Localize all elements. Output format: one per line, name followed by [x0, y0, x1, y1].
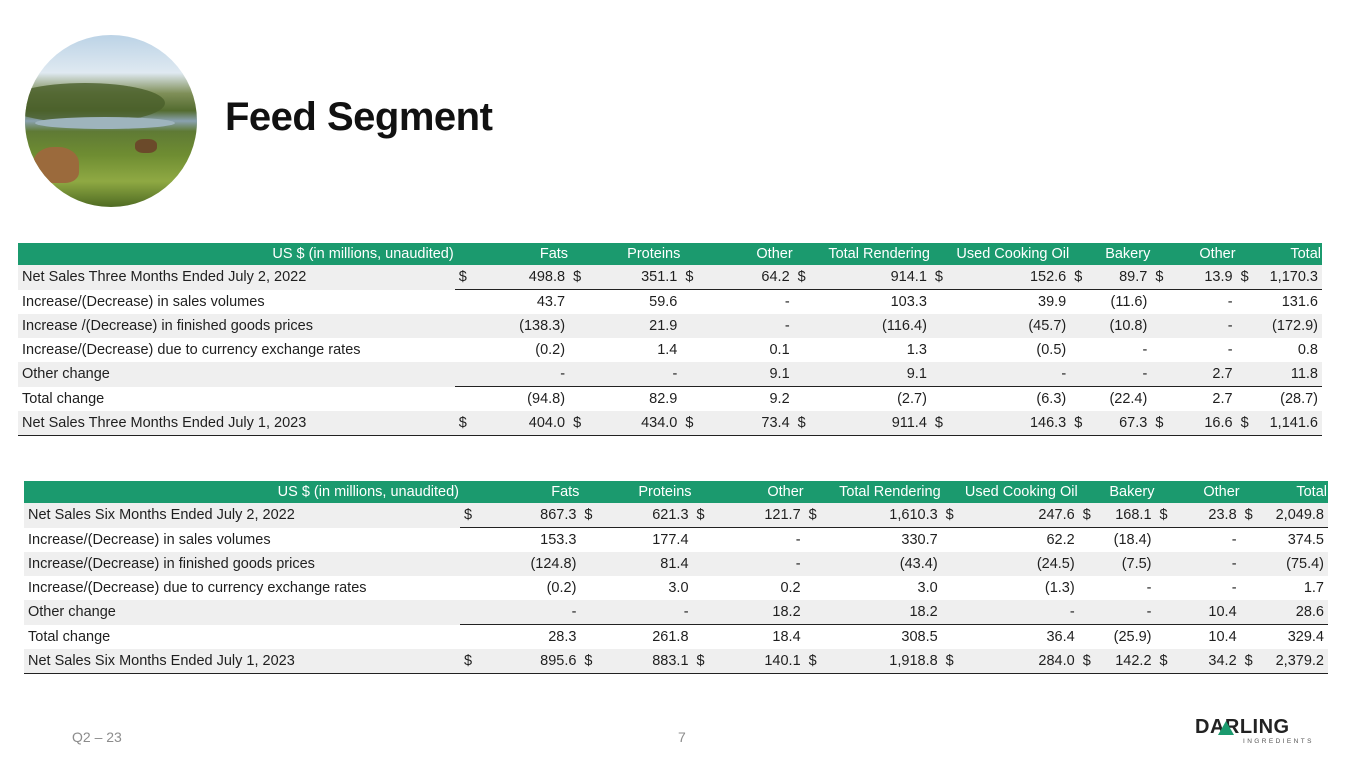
logo-word: DARLING — [1195, 716, 1290, 738]
cell-value: 3.0 — [917, 580, 938, 596]
currency-symbol: $ — [693, 503, 714, 528]
header-fats: Fats — [460, 481, 580, 503]
cell-value: 9.1 — [702, 362, 794, 387]
cell-value: 621.3 — [601, 503, 692, 528]
currency-symbol — [693, 625, 714, 650]
table-row — [18, 265, 1322, 290]
currency-symbol — [794, 290, 815, 315]
currency-symbol — [1237, 290, 1258, 315]
currency-symbol — [1156, 552, 1177, 576]
currency-symbol — [460, 600, 481, 625]
cell-value: 2,379.2 — [1261, 649, 1328, 674]
currency-symbol — [794, 387, 815, 412]
cell-value: 89.7 — [1091, 265, 1151, 290]
cell-value: (94.8) — [527, 391, 566, 407]
header-bakery: Bakery — [1070, 243, 1151, 265]
cell-value: 247.6 — [962, 503, 1078, 528]
currency-symbol: $ — [681, 265, 702, 290]
currency-symbol — [942, 576, 963, 600]
cell-value: 2,049.8 — [1261, 503, 1328, 528]
cell-value: (24.5) — [962, 552, 1078, 576]
cell-value: 23.8 — [1176, 503, 1240, 528]
cell-value: 64.2 — [702, 265, 794, 290]
currency-symbol: $ — [1156, 503, 1177, 528]
cell-value: 11.8 — [1257, 362, 1322, 387]
currency-symbol: $ — [460, 649, 481, 674]
header-label: US $ (in millions, unaudited) — [18, 243, 455, 265]
currency-symbol: $ — [460, 503, 481, 528]
header-total: Total — [1241, 481, 1328, 503]
currency-symbol — [805, 552, 826, 576]
cell-value: (124.8) — [481, 552, 581, 576]
cell-value: (6.3) — [1036, 391, 1067, 407]
table-row — [18, 362, 1322, 387]
cell-value: 9.1 — [814, 362, 930, 387]
cell-value: 404.0 — [475, 411, 569, 436]
currency-symbol — [931, 314, 952, 338]
header-total-rendering: Total Rendering — [794, 243, 931, 265]
cell-value: 67.3 — [1091, 411, 1151, 436]
cell-value: (18.4) — [1113, 532, 1152, 548]
cell-value: (2.7) — [897, 391, 927, 407]
currency-symbol — [794, 314, 815, 338]
currency-symbol — [931, 338, 952, 362]
cell-value: 152.6 — [952, 265, 1071, 290]
cell-value: 0.1 — [769, 342, 790, 358]
currency-symbol — [693, 552, 714, 576]
currency-symbol — [681, 387, 702, 412]
currency-symbol: $ — [1151, 411, 1172, 436]
currency-symbol: $ — [1237, 411, 1258, 436]
currency-symbol — [569, 387, 590, 412]
currency-symbol — [1241, 552, 1262, 576]
cell-value: 1,610.3 — [825, 503, 941, 528]
header-other: Other — [693, 481, 805, 503]
currency-symbol: $ — [569, 265, 590, 290]
cell-value: 374.5 — [1287, 532, 1324, 548]
table-header-row — [18, 243, 1322, 265]
cell-value: - — [784, 294, 790, 310]
currency-symbol: $ — [942, 503, 963, 528]
table-row — [24, 649, 1328, 674]
currency-symbol — [794, 362, 815, 387]
header-bakery: Bakery — [1079, 481, 1156, 503]
cell-value: 1,918.8 — [825, 649, 941, 674]
currency-symbol — [942, 528, 963, 553]
cell-value: - — [601, 600, 692, 625]
currency-symbol — [1151, 338, 1172, 362]
currency-symbol — [1070, 314, 1091, 338]
currency-symbol — [1237, 362, 1258, 387]
currency-symbol: $ — [1151, 265, 1172, 290]
table-row — [24, 528, 1328, 553]
currency-symbol — [681, 338, 702, 362]
row-label: Increase /(Decrease) in finished goods prices — [18, 314, 455, 338]
cell-value: 1,141.6 — [1257, 411, 1322, 436]
cell-value: (11.6) — [1110, 294, 1148, 310]
page-title: Feed Segment — [225, 95, 493, 139]
currency-symbol — [569, 338, 590, 362]
row-label: Increase/(Decrease) due to currency exchange rates — [22, 342, 361, 358]
header-other: Other — [681, 243, 793, 265]
cell-value: (7.5) — [1099, 552, 1155, 576]
cell-value: 34.2 — [1176, 649, 1240, 674]
currency-symbol — [1079, 576, 1100, 600]
currency-symbol — [1079, 600, 1100, 625]
row-label: Total change — [22, 390, 105, 407]
currency-symbol — [931, 387, 952, 412]
cell-value: (22.4) — [1109, 391, 1148, 407]
cell-value: 895.6 — [481, 649, 581, 674]
cell-value: - — [1231, 580, 1237, 596]
cell-value: (43.4) — [825, 552, 941, 576]
cell-value: - — [795, 532, 801, 548]
table-row — [24, 552, 1328, 576]
cell-value: - — [962, 600, 1078, 625]
currency-symbol — [1079, 625, 1100, 650]
currency-symbol: $ — [681, 411, 702, 436]
currency-symbol — [1079, 552, 1100, 576]
currency-symbol — [1070, 362, 1091, 387]
header-other-2: Other — [1156, 481, 1241, 503]
cell-value: (138.3) — [475, 314, 569, 338]
currency-symbol: $ — [455, 411, 476, 436]
cell-value: (172.9) — [1257, 314, 1322, 338]
cell-value: (25.9) — [1113, 629, 1152, 645]
table-row — [24, 600, 1328, 625]
cell-value: 0.2 — [780, 580, 801, 596]
cell-value: 911.4 — [814, 411, 930, 436]
cell-value: - — [475, 362, 569, 387]
cell-value: (0.5) — [1036, 342, 1067, 358]
cell-value: 62.2 — [1046, 532, 1075, 548]
currency-symbol — [1237, 387, 1258, 412]
row-label: Net Sales Six Months Ended July 1, 2023 — [24, 649, 460, 674]
header-other-2: Other — [1151, 243, 1236, 265]
currency-symbol — [455, 338, 476, 362]
cell-value: 351.1 — [590, 265, 682, 290]
cell-value: 18.2 — [825, 600, 941, 625]
header-used-cooking-oil: Used Cooking Oil — [942, 481, 1079, 503]
currency-symbol — [580, 528, 601, 553]
currency-symbol — [681, 290, 702, 315]
cell-value: 43.7 — [536, 294, 566, 310]
cell-value: 142.2 — [1099, 649, 1155, 674]
table-row — [18, 387, 1322, 412]
currency-symbol: $ — [1237, 265, 1258, 290]
currency-symbol — [794, 338, 815, 362]
currency-symbol — [681, 314, 702, 338]
row-label: Increase/(Decrease) in sales volumes — [28, 531, 271, 548]
currency-symbol: $ — [580, 503, 601, 528]
cell-value: 103.3 — [890, 294, 927, 310]
currency-symbol — [1151, 290, 1172, 315]
currency-symbol — [455, 387, 476, 412]
cell-value: 1.4 — [657, 342, 678, 358]
row-label: Increase/(Decrease) in finished goods prices — [24, 552, 460, 576]
header-total-rendering: Total Rendering — [805, 481, 942, 503]
currency-symbol — [931, 362, 952, 387]
row-label: Other change — [18, 362, 455, 387]
currency-symbol: $ — [805, 649, 826, 674]
cell-value: 131.6 — [1281, 294, 1318, 310]
currency-symbol: $ — [693, 649, 714, 674]
cell-value: 308.5 — [901, 629, 938, 645]
cell-value: - — [481, 600, 581, 625]
page-number: 7 — [678, 729, 686, 745]
currency-symbol: $ — [942, 649, 963, 674]
darling-logo — [1195, 716, 1314, 746]
cell-value: 883.1 — [601, 649, 692, 674]
cell-value: 284.0 — [962, 649, 1078, 674]
cell-value: 914.1 — [814, 265, 930, 290]
cell-value: - — [952, 362, 1071, 387]
currency-symbol — [942, 600, 963, 625]
currency-symbol — [942, 552, 963, 576]
currency-symbol — [1070, 387, 1091, 412]
row-label: Net Sales Six Months Ended July 2, 2022 — [24, 503, 460, 528]
cell-value: - — [1227, 294, 1233, 310]
cell-value: 146.3 — [952, 411, 1071, 436]
cell-value: - — [1227, 342, 1233, 358]
cell-value: 9.2 — [769, 391, 790, 407]
cell-value: - — [1099, 600, 1155, 625]
table-row — [24, 576, 1328, 600]
cell-value: 867.3 — [481, 503, 581, 528]
table-row — [24, 503, 1328, 528]
six-month-table — [24, 481, 1328, 674]
cell-value: (10.8) — [1091, 314, 1151, 338]
currency-symbol — [1156, 600, 1177, 625]
currency-symbol — [1151, 387, 1172, 412]
cell-value: 18.4 — [772, 629, 801, 645]
currency-symbol — [805, 528, 826, 553]
cell-value: (75.4) — [1261, 552, 1328, 576]
currency-symbol — [942, 625, 963, 650]
currency-symbol — [1151, 362, 1172, 387]
footer-quarter: Q2 – 23 — [72, 729, 122, 745]
cell-value: - — [1231, 532, 1237, 548]
cell-value: 1.7 — [1303, 580, 1324, 596]
currency-symbol — [569, 290, 590, 315]
cell-value: - — [1172, 314, 1236, 338]
row-label: Net Sales Three Months Ended July 2, 2022 — [18, 265, 455, 290]
currency-symbol — [455, 362, 476, 387]
currency-symbol — [1156, 528, 1177, 553]
currency-symbol: $ — [931, 265, 952, 290]
header-used-cooking-oil: Used Cooking Oil — [931, 243, 1070, 265]
cell-value: (0.2) — [546, 580, 577, 596]
cell-value: 10.4 — [1176, 600, 1240, 625]
currency-symbol — [805, 576, 826, 600]
currency-symbol — [455, 314, 476, 338]
cell-value: 81.4 — [601, 552, 692, 576]
currency-symbol — [460, 625, 481, 650]
cell-value: 39.9 — [1038, 294, 1067, 310]
table-row — [18, 411, 1322, 436]
cell-value: 3.0 — [668, 580, 689, 596]
cell-value: - — [1142, 342, 1148, 358]
cell-value: 59.6 — [649, 294, 678, 310]
currency-symbol — [1241, 625, 1262, 650]
cell-value: - — [590, 362, 682, 387]
currency-symbol: $ — [1079, 503, 1100, 528]
currency-symbol — [1237, 338, 1258, 362]
cell-value: 13.9 — [1172, 265, 1236, 290]
header-proteins: Proteins — [569, 243, 681, 265]
currency-symbol — [693, 576, 714, 600]
currency-symbol — [569, 362, 590, 387]
cell-value: 73.4 — [702, 411, 794, 436]
three-month-table — [18, 243, 1322, 436]
currency-symbol — [805, 625, 826, 650]
currency-symbol — [1241, 600, 1262, 625]
cell-value: - — [1091, 362, 1151, 387]
header-label: US $ (in millions, unaudited) — [24, 481, 460, 503]
cell-value: 168.1 — [1099, 503, 1155, 528]
currency-symbol: $ — [569, 411, 590, 436]
table-row — [18, 314, 1322, 338]
row-label: Net Sales Three Months Ended July 1, 2023 — [18, 411, 455, 436]
cell-value: 1.3 — [906, 342, 927, 358]
row-label: Increase/(Decrease) due to currency exchange rates — [28, 580, 367, 596]
cell-value: 28.6 — [1261, 600, 1328, 625]
cell-value: - — [713, 552, 804, 576]
currency-symbol: $ — [1070, 265, 1091, 290]
cell-value: 261.8 — [652, 629, 689, 645]
currency-symbol — [1070, 338, 1091, 362]
cell-value: 0.8 — [1297, 342, 1318, 358]
currency-symbol — [805, 600, 826, 625]
cell-value: 2.7 — [1172, 362, 1236, 387]
cell-value: 82.9 — [649, 391, 678, 407]
cell-value: (28.7) — [1280, 391, 1318, 407]
header-fats: Fats — [455, 243, 569, 265]
currency-symbol — [1241, 576, 1262, 600]
currency-symbol — [1079, 528, 1100, 553]
cell-value: (45.7) — [952, 314, 1071, 338]
table-header-row — [24, 481, 1328, 503]
cell-value: - — [1176, 552, 1240, 576]
header-total: Total — [1237, 243, 1322, 265]
currency-symbol — [693, 528, 714, 553]
header-proteins: Proteins — [580, 481, 692, 503]
currency-symbol — [1070, 290, 1091, 315]
currency-symbol — [1237, 314, 1258, 338]
currency-symbol — [580, 552, 601, 576]
currency-symbol — [460, 576, 481, 600]
cell-value: 1,170.3 — [1257, 265, 1322, 290]
currency-symbol — [455, 290, 476, 315]
currency-symbol — [693, 600, 714, 625]
currency-symbol — [460, 552, 481, 576]
cell-value: 2.7 — [1212, 391, 1233, 407]
currency-symbol — [1241, 528, 1262, 553]
currency-symbol: $ — [1241, 503, 1262, 528]
cell-value: 177.4 — [652, 532, 689, 548]
cell-value: 153.3 — [540, 532, 577, 548]
currency-symbol — [460, 528, 481, 553]
table-row — [18, 338, 1322, 362]
currency-symbol: $ — [1156, 649, 1177, 674]
landscape-photo — [25, 35, 197, 207]
cell-value: 36.4 — [1046, 629, 1075, 645]
cell-value: 498.8 — [475, 265, 569, 290]
cell-value: - — [702, 314, 794, 338]
cell-value: 21.9 — [590, 314, 682, 338]
currency-symbol — [1156, 625, 1177, 650]
cell-value: 16.6 — [1172, 411, 1236, 436]
cell-value: 18.2 — [713, 600, 804, 625]
currency-symbol — [580, 625, 601, 650]
logo-subtitle: INGREDIENTS — [1243, 738, 1314, 745]
currency-symbol: $ — [580, 649, 601, 674]
cell-value: 10.4 — [1208, 629, 1237, 645]
currency-symbol: $ — [1241, 649, 1262, 674]
currency-symbol: $ — [455, 265, 476, 290]
cell-value: 140.1 — [713, 649, 804, 674]
cell-value: 329.4 — [1287, 629, 1324, 645]
cell-value: 121.7 — [713, 503, 804, 528]
currency-symbol — [569, 314, 590, 338]
cell-value: (1.3) — [1044, 580, 1075, 596]
currency-symbol: $ — [805, 503, 826, 528]
cell-value: - — [1146, 580, 1152, 596]
cell-value: 434.0 — [590, 411, 682, 436]
currency-symbol — [931, 290, 952, 315]
currency-symbol: $ — [1070, 411, 1091, 436]
currency-symbol — [1156, 576, 1177, 600]
cell-value: 28.3 — [548, 629, 577, 645]
logo-triangle-icon — [1218, 721, 1234, 735]
currency-symbol: $ — [931, 411, 952, 436]
currency-symbol — [681, 362, 702, 387]
cell-value: (116.4) — [814, 314, 930, 338]
table-row — [18, 290, 1322, 315]
currency-symbol: $ — [1079, 649, 1100, 674]
table-row — [24, 625, 1328, 650]
currency-symbol — [1151, 314, 1172, 338]
currency-symbol — [580, 576, 601, 600]
row-label: Total change — [28, 628, 111, 645]
currency-symbol: $ — [794, 265, 815, 290]
currency-symbol — [580, 600, 601, 625]
row-label: Other change — [24, 600, 460, 625]
cell-value: 330.7 — [901, 532, 938, 548]
cell-value: (0.2) — [535, 342, 566, 358]
row-label: Increase/(Decrease) in sales volumes — [22, 293, 265, 310]
currency-symbol: $ — [794, 411, 815, 436]
